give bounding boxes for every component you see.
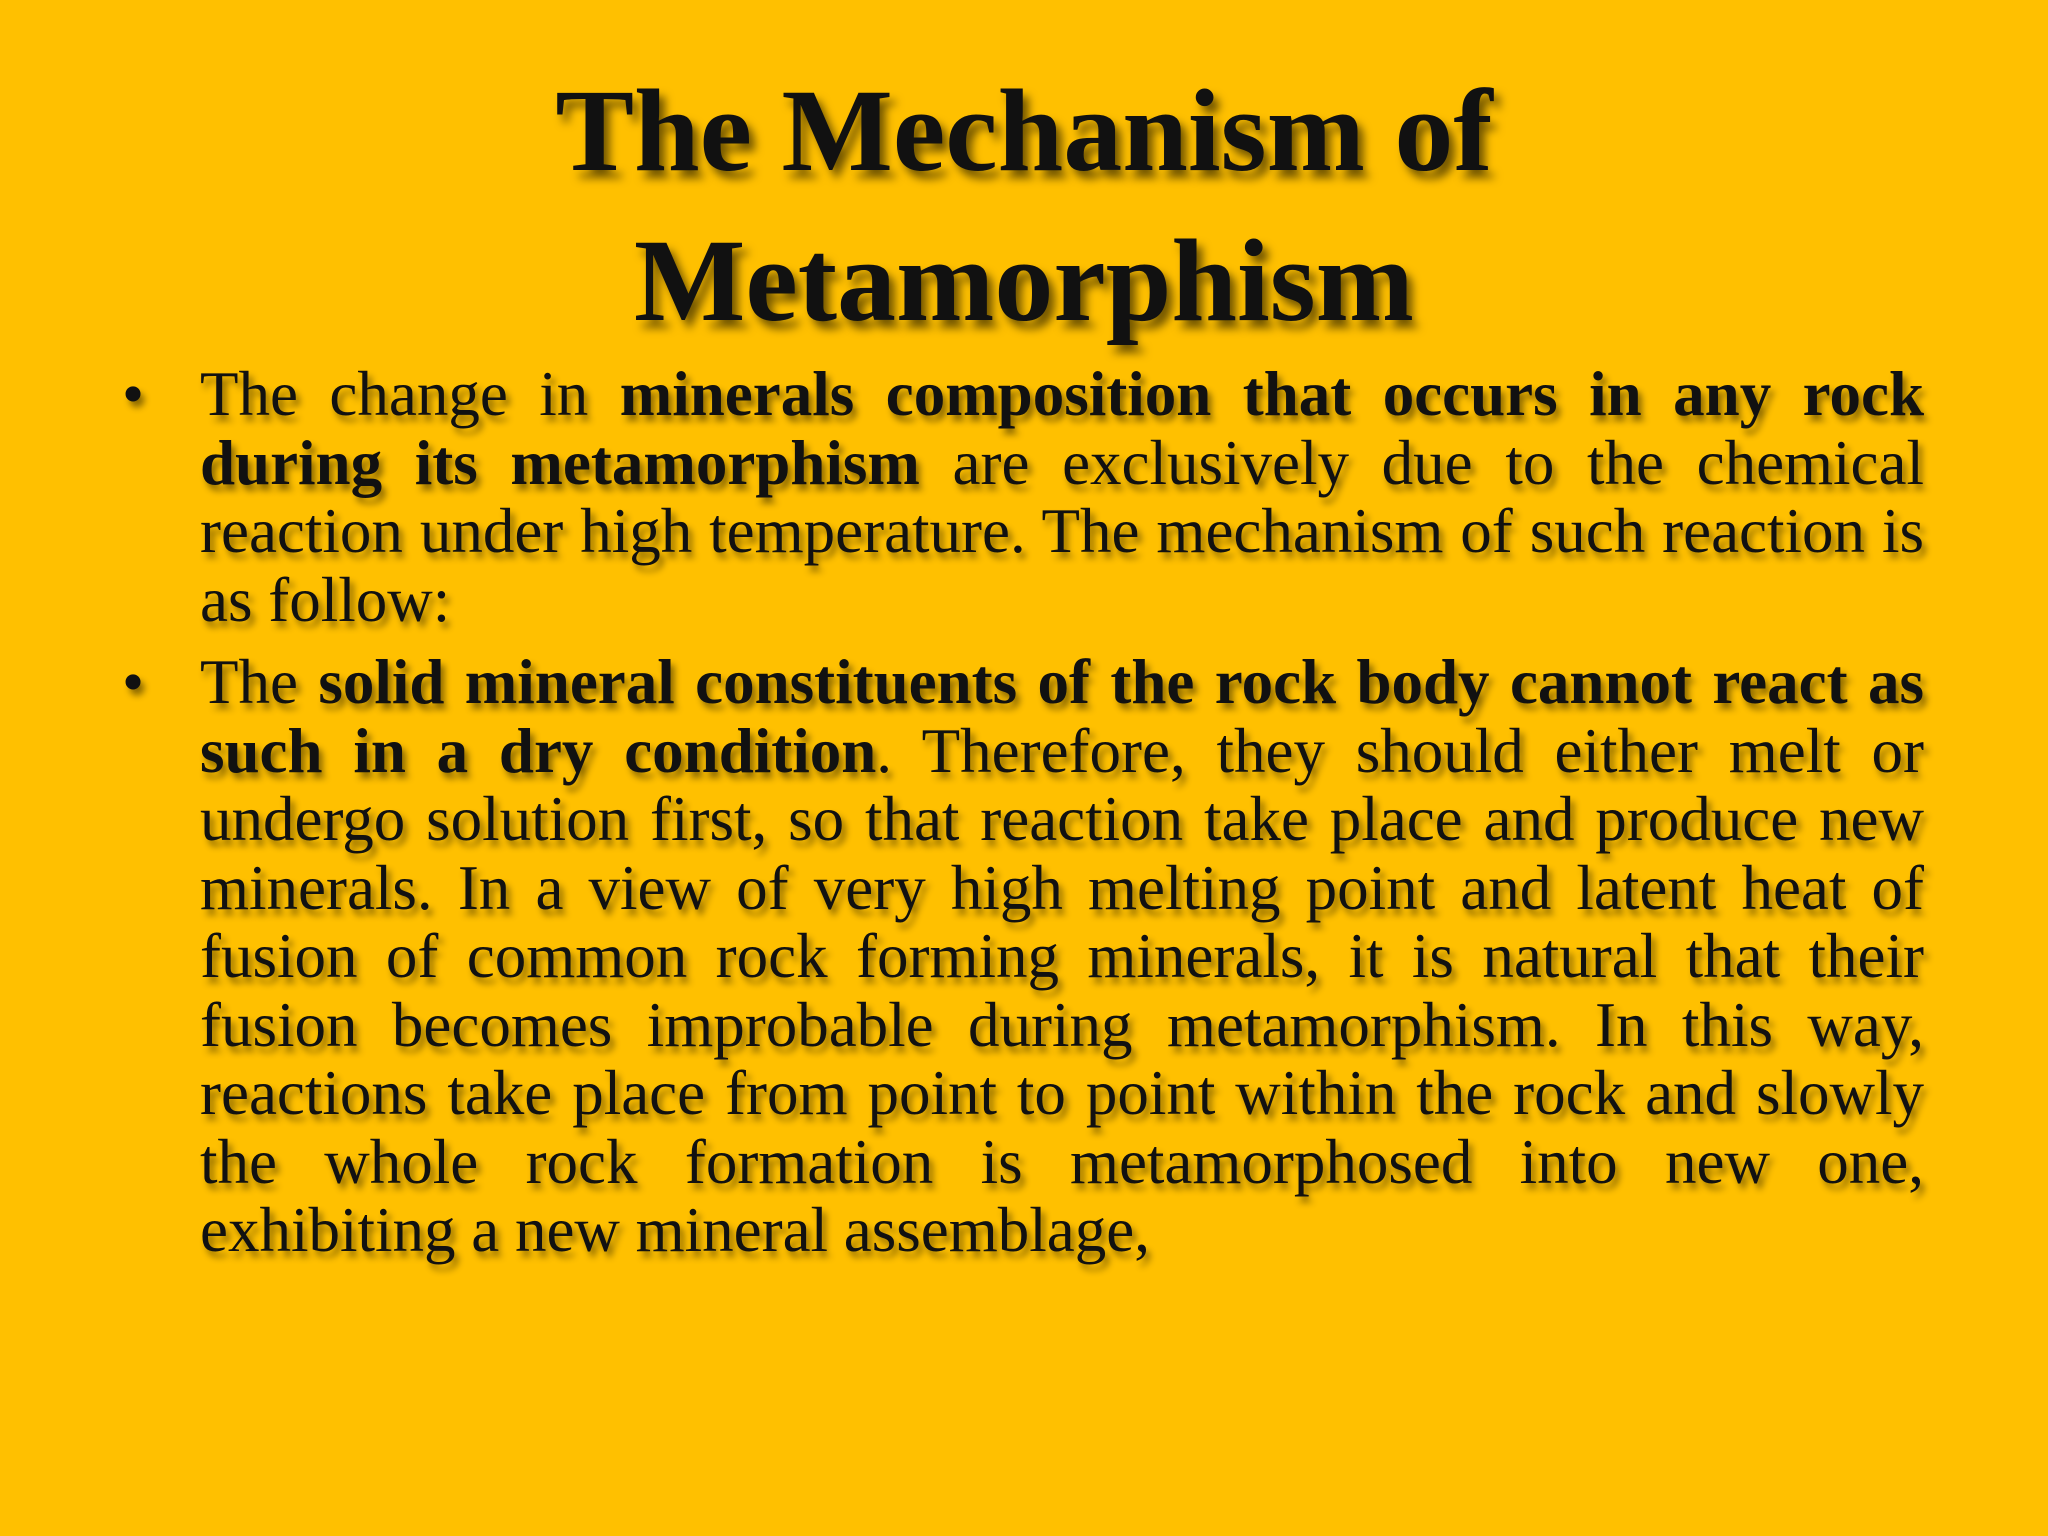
bullet-text-regular: The	[200, 647, 319, 717]
bullet-text-bold: minerals composition that occurs in any rock during its metamorphism	[200, 359, 1924, 498]
bullet-marker: •	[122, 359, 145, 429]
bullet-text-regular: . Therefore, they should either melt or undergo solution first, so that reaction take place and produce new minerals. In a view of very high melting point and latent heat of fusion of common rock forming minerals, it is natural that their fusion becomes improbable during metamorphism. In this way, reactions take place from point to point within the rock and slowly the whole rock formation is metamorphosed into new one, exhibiting a new mineral assemblage,	[200, 715, 1924, 1265]
title-line-2: Metamorphism	[634, 215, 1414, 346]
bullet-marker: •	[122, 647, 145, 717]
title-line-1: The Mechanism of	[555, 65, 1493, 196]
slide-title	[0, 56, 2048, 356]
bullet-list	[122, 359, 1924, 1279]
bullet-text-regular: The change in	[200, 359, 620, 429]
bullet-text-regular: are exclusively due to the chemical reaction under high temperature. The mechanism of such reaction is as follow:	[200, 427, 1924, 635]
bullet-text-bold: solid mineral constituents of the rock body cannot react as such in a dry condition	[200, 647, 1924, 786]
bullet-item	[122, 359, 1924, 635]
bullet-item	[122, 647, 1924, 1265]
